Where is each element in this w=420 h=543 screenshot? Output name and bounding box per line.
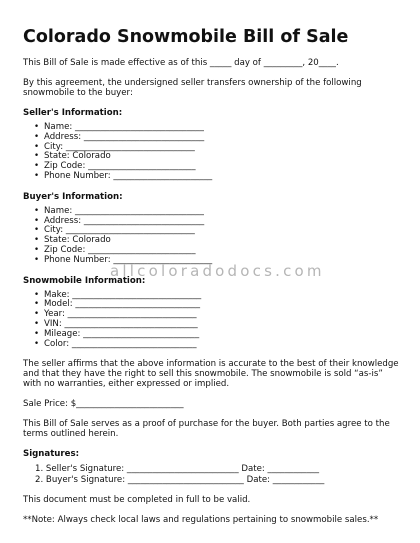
buyer-city-field: • City: ______________________________ xyxy=(44,226,403,236)
snowmobile-make-field: • Make: ______________________________ xyxy=(44,291,403,301)
seller-zip-field: • Zip Code: _________________________ xyxy=(44,162,403,172)
bill-of-sale-document xyxy=(23,26,403,535)
buyer-state-field: • State: Colorado xyxy=(44,236,403,246)
seller-phone-field: • Phone Number: _______________________ xyxy=(44,172,403,182)
snowmobile-fields xyxy=(23,291,403,350)
snowmobile-model-field: • Model: _____________________________ xyxy=(44,300,403,310)
snowmobile-color-field: • Color: _____________________________ xyxy=(44,340,403,350)
signature-lines xyxy=(23,464,403,485)
footer-note: **Note: Always check local laws and regulations pertaining to snowmobile sales.** xyxy=(23,515,379,526)
snowmobile-year-field: • Year: ______________________________ xyxy=(44,310,403,320)
seller-city-field: • City: ______________________________ xyxy=(44,143,403,153)
seller-state-field: • State: Colorado xyxy=(44,152,403,162)
effective-date-line: This Bill of Sale is made effective as of this _____ day of _________, 20____. xyxy=(23,58,339,68)
proof-of-purchase-paragraph: This Bill of Sale serves as a proof of purchase for the buyer. Both parties agree to the terms outlined herein. xyxy=(23,419,390,440)
buyer-zip-field: • Zip Code: _________________________ xyxy=(44,246,403,256)
watermark-text: allcoloradodocs.com xyxy=(110,262,325,280)
snowmobile-vin-field: • VIN: _______________________________ xyxy=(44,320,403,330)
snowmobile-mileage-field: • Mileage: ___________________________ xyxy=(44,330,403,340)
seller-name-field: • Name: ______________________________ xyxy=(44,123,403,133)
snowmobile-heading: Snowmobile Information: xyxy=(23,275,146,286)
buyer-heading: Buyer's Information: xyxy=(23,191,123,202)
buyer-phone-field: • Phone Number: _______________________ xyxy=(44,256,403,266)
seller-signature-line: 1. Seller's Signature: __________________________ Date: ____________ xyxy=(35,464,320,475)
sale-price-line: Sale Price: $_________________________ xyxy=(23,399,184,410)
signatures-heading: Signatures: xyxy=(23,449,80,460)
seller-heading: Seller's Information: xyxy=(23,108,123,118)
buyer-signature-line: 2. Buyer's Signature: ___________________________ Date: ____________ xyxy=(35,474,325,485)
completion-note: This document must be completed in full to be valid. xyxy=(23,495,251,506)
buyer-fields xyxy=(23,207,403,266)
affirmation-paragraph: The seller affirms that the above information is accurate to the best of their knowledge and that they have the right to sell this snowmobile. The snowmobile is sold “as-is” with no warranties, either expressed or implied. xyxy=(23,359,399,390)
agreement-paragraph: By this agreement, the undersigned seller transfers ownership of the following snowmobile to the buyer: xyxy=(23,78,362,98)
seller-address-field: • Address: ____________________________ xyxy=(44,133,403,143)
buyer-name-field: • Name: ______________________________ xyxy=(44,207,403,217)
seller-fields xyxy=(23,123,403,182)
buyer-address-field: • Address: ____________________________ xyxy=(44,217,403,227)
document-title: Colorado Snowmobile Bill of Sale xyxy=(23,27,349,47)
